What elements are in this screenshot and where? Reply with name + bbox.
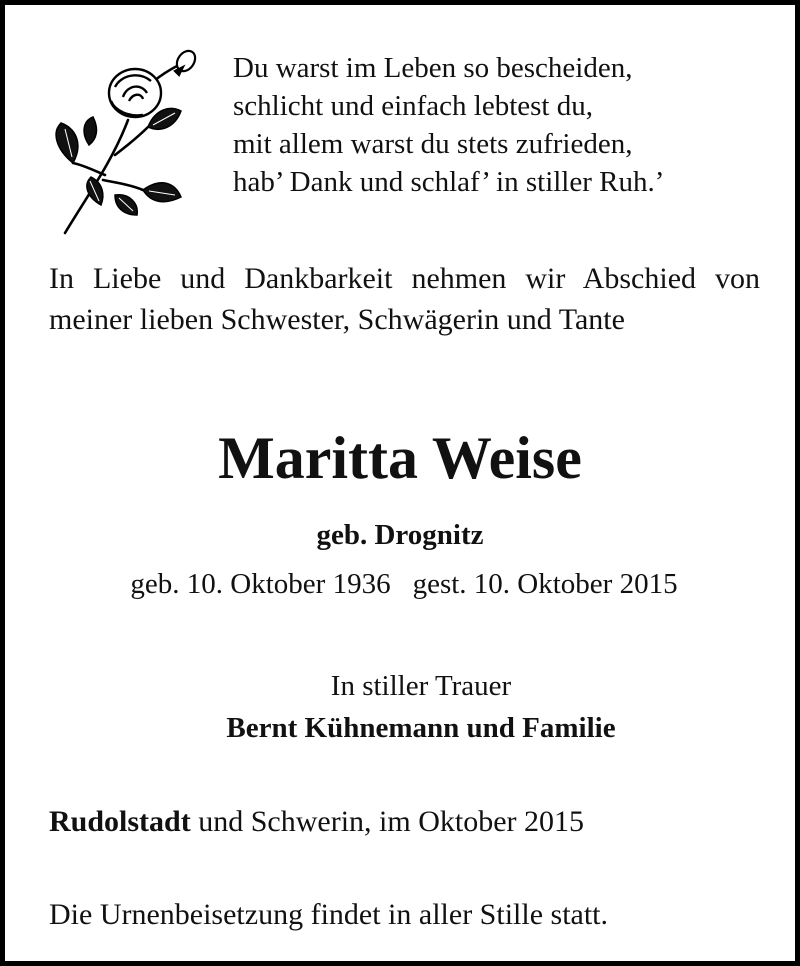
poem-line: Du warst im Leben so bescheiden, [233, 52, 633, 84]
poem-line: hab’ Dank und schlaf’ in stiller Ruh.’ [233, 166, 665, 198]
mourning-label: In stiller Trauer [330, 670, 512, 702]
rose-icon [43, 45, 213, 240]
place-date-rest: und Schwerin, im Oktober 2015 [198, 805, 584, 838]
birth-date: geb. 10. Oktober 1936 [130, 568, 391, 600]
deceased-name: Maritta Weise [218, 425, 582, 491]
funeral-note: Die Urnenbeisetzung findet in aller Stille statt. [49, 898, 609, 931]
intro-text: In Liebe und Dankbarkeit nehmen wir Abschied von meiner lieben Schwester, Schwägerin und Tante [49, 262, 760, 336]
poem [233, 49, 664, 201]
mourners-names: Bernt Kühnemann und Familie [226, 712, 616, 744]
maiden-name: geb. Drognitz [316, 519, 484, 551]
life-dates [5, 564, 800, 604]
poem-line: schlicht und einfach lebtest du, [233, 90, 593, 122]
death-date: gest. 10. Oktober 2015 [412, 568, 678, 600]
place-name: Rudolstadt [49, 805, 191, 838]
poem-line: mit allem warst du stets zufrieden, [233, 128, 633, 160]
place-date [49, 802, 584, 842]
